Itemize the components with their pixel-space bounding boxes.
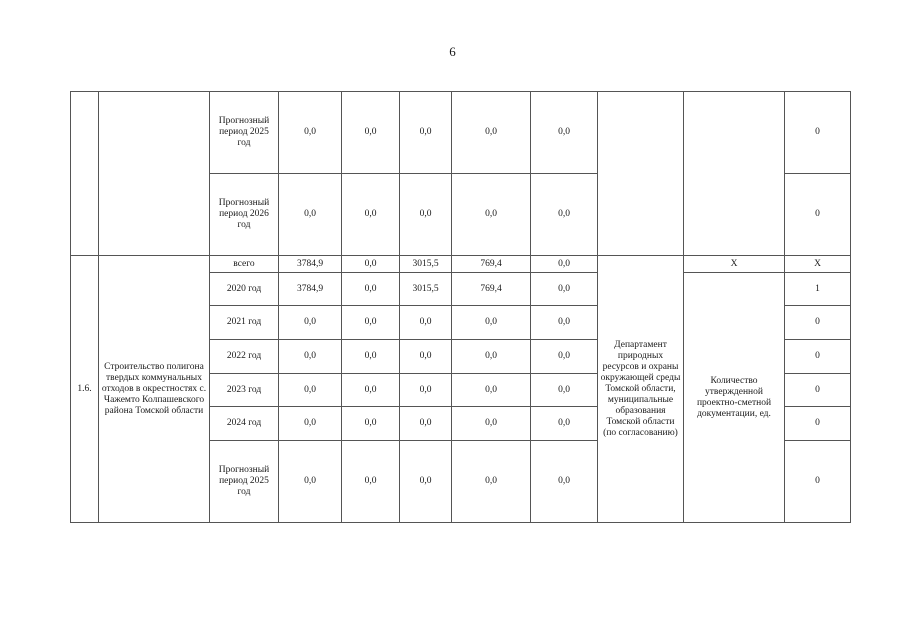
executor-cell: Департамент природных ресурсов и охраны окружающей среды Томской области, муниципальные образования Томской области (по согласованию): [598, 256, 684, 523]
executor-cell: [598, 92, 684, 256]
value-cell: 3015,5: [400, 273, 452, 306]
value-cell: 0,0: [400, 441, 452, 523]
period-cell: Прогнозный период 2025 год: [210, 92, 279, 174]
value-cell: 3015,5: [400, 256, 452, 273]
value-cell: 0,0: [342, 92, 400, 174]
value-cell: 0,0: [342, 174, 400, 256]
value-cell: 0,0: [279, 407, 342, 441]
value-cell: 0,0: [531, 306, 598, 340]
value-cell: 0,0: [400, 340, 452, 374]
value-cell: 0,0: [342, 306, 400, 340]
value-cell: 0,0: [452, 174, 531, 256]
indicator-value-cell: 0: [785, 92, 851, 174]
value-cell: 0,0: [531, 340, 598, 374]
table-row: [71, 92, 851, 174]
period-cell: 2024 год: [210, 407, 279, 441]
program-table: [70, 91, 851, 523]
value-cell: 3784,9: [279, 273, 342, 306]
value-cell: 0,0: [452, 306, 531, 340]
activity-name-cell: [99, 92, 210, 256]
indicator-value-cell: 0: [785, 407, 851, 441]
indicator-name-cell: Количество утвержденной проектно-сметной документации, ед.: [684, 273, 785, 523]
value-cell: 0,0: [400, 306, 452, 340]
value-cell: 0,0: [400, 92, 452, 174]
indicator-value-cell: 0: [785, 441, 851, 523]
period-cell: 2020 год: [210, 273, 279, 306]
value-cell: 0,0: [342, 441, 400, 523]
row-number-cell: [71, 92, 99, 256]
value-cell: 0,0: [452, 92, 531, 174]
indicator-value-cell: X: [785, 256, 851, 273]
value-cell: 0,0: [342, 256, 400, 273]
indicator-value-cell: 0: [785, 174, 851, 256]
value-cell: 0,0: [400, 374, 452, 407]
value-cell: 0,0: [279, 92, 342, 174]
table-row-total: [71, 256, 851, 273]
value-cell: 0,0: [531, 441, 598, 523]
value-cell: 0,0: [452, 441, 531, 523]
value-cell: 0,0: [400, 407, 452, 441]
indicator-value-cell: 0: [785, 306, 851, 340]
activity-name-cell: Строительство полигона твердых коммунальных отходов в окрестностях с. Чажемто Колпашевского района Томской области: [99, 256, 210, 523]
value-cell: 0,0: [279, 306, 342, 340]
value-cell: 0,0: [279, 374, 342, 407]
indicator-value-cell: 0: [785, 374, 851, 407]
value-cell: 0,0: [531, 256, 598, 273]
indicator-value-cell: 1: [785, 273, 851, 306]
value-cell: 0,0: [342, 340, 400, 374]
value-cell: 0,0: [279, 441, 342, 523]
period-cell: Прогнозный период 2025 год: [210, 441, 279, 523]
value-cell: 0,0: [279, 174, 342, 256]
period-cell: 2022 год: [210, 340, 279, 374]
value-cell: 0,0: [279, 340, 342, 374]
value-cell: 0,0: [452, 407, 531, 441]
value-cell: 0,0: [400, 174, 452, 256]
value-cell: 0,0: [531, 92, 598, 174]
value-cell: 0,0: [342, 407, 400, 441]
page-number: 6: [449, 44, 456, 59]
value-cell: 0,0: [452, 340, 531, 374]
period-cell: Прогнозный период 2026 год: [210, 174, 279, 256]
period-cell: всего: [210, 256, 279, 273]
value-cell: 0,0: [531, 374, 598, 407]
value-cell: 0,0: [531, 407, 598, 441]
period-cell: 2021 год: [210, 306, 279, 340]
row-number-cell: 1.6.: [71, 256, 99, 523]
value-cell: 0,0: [531, 273, 598, 306]
value-cell: 769,4: [452, 256, 531, 273]
value-cell: 3784,9: [279, 256, 342, 273]
value-cell: 769,4: [452, 273, 531, 306]
value-cell: 0,0: [452, 374, 531, 407]
indicator-name-cell: X: [684, 256, 785, 273]
value-cell: 0,0: [342, 273, 400, 306]
indicator-name-cell: [684, 92, 785, 256]
period-cell: 2023 год: [210, 374, 279, 407]
indicator-value-cell: 0: [785, 340, 851, 374]
value-cell: 0,0: [342, 374, 400, 407]
value-cell: 0,0: [531, 174, 598, 256]
